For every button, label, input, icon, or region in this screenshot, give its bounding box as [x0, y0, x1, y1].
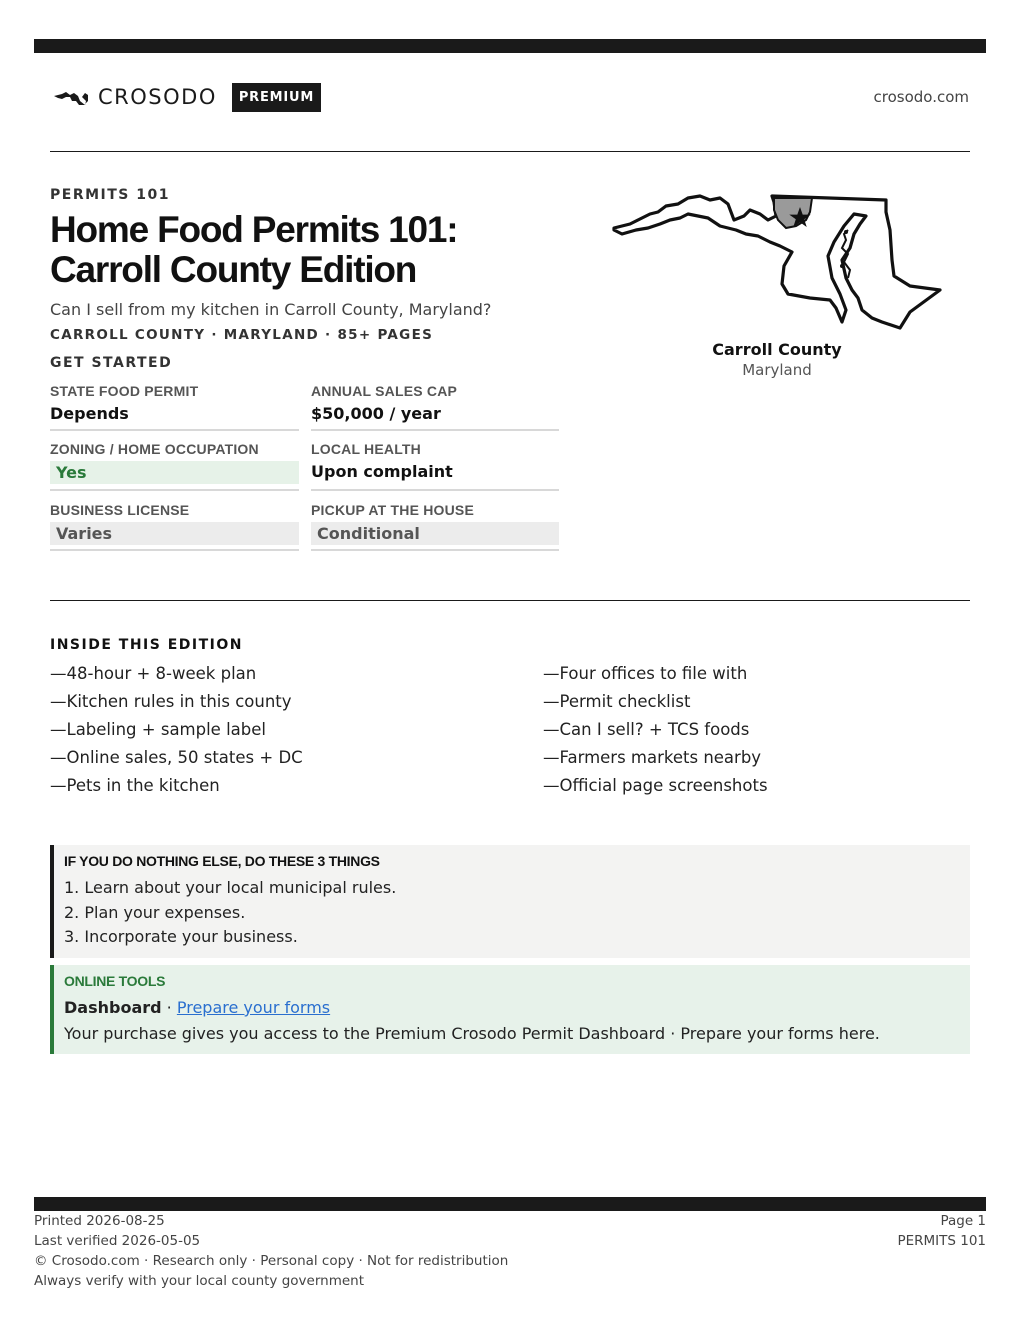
- maryland-logo-icon: [52, 87, 90, 107]
- dashboard-label: Dashboard: [64, 998, 162, 1017]
- fact-divider: [50, 429, 299, 431]
- fact-divider: [311, 489, 559, 491]
- list-item: —Labeling + sample label: [50, 720, 266, 739]
- map-county-label: Carroll County: [712, 340, 842, 359]
- facts-grid: [50, 381, 559, 556]
- list-item: —Can I sell? + TCS foods: [543, 720, 750, 739]
- site-url[interactable]: crosodo.com: [873, 88, 969, 106]
- inside-list-right: [543, 664, 768, 804]
- todo-item: 2. Plan your expenses.: [64, 903, 246, 922]
- online-tools-callout: [50, 965, 970, 1054]
- carroll-county-shape: [774, 198, 812, 228]
- fact-value: $50,000 / year: [311, 404, 441, 423]
- bay-dot: [844, 230, 848, 234]
- list-item: —Four offices to file with: [543, 664, 748, 683]
- fact-divider: [311, 549, 559, 551]
- fact-divider: [311, 429, 559, 431]
- fact-label: BUSINESS LICENSE: [50, 502, 190, 518]
- brand-name: CROSODO: [98, 85, 217, 109]
- fact-label: ANNUAL SALES CAP: [311, 383, 458, 399]
- eyebrow-label: PERMITS 101: [50, 187, 170, 203]
- separator: ·: [166, 998, 172, 1017]
- page-subtitle: Can I sell from my kitchen in Carroll County, Maryland?: [50, 300, 492, 319]
- todo-item: 1. Learn about your local municipal rules.: [64, 878, 397, 897]
- footer-section: PERMITS 101: [897, 1233, 986, 1249]
- fact-value: Depends: [50, 404, 129, 423]
- brand-logo[interactable]: [52, 84, 222, 110]
- fact-label: PICKUP AT THE HOUSE: [311, 502, 475, 518]
- map-state-label: Maryland: [742, 361, 812, 379]
- premium-badge: PREMIUM: [232, 83, 321, 112]
- prepare-forms-link[interactable]: Prepare your forms: [176, 998, 331, 1017]
- inside-heading: INSIDE THIS EDITION: [50, 637, 243, 653]
- fact-divider: [50, 489, 299, 491]
- printed-date: Printed 2026-08-25: [34, 1213, 165, 1229]
- fact-value-yes: Yes: [50, 461, 299, 484]
- verify-notice: Always verify with your local county government: [34, 1273, 364, 1289]
- list-item: —Official page screenshots: [543, 776, 768, 795]
- fact-value-varies: Varies: [50, 522, 299, 545]
- page-title: Home Food Permits 101: Carroll County Edition: [50, 209, 458, 290]
- header-divider: [50, 151, 970, 152]
- fact-label: STATE FOOD PERMIT: [50, 383, 199, 399]
- page-number: Page 1: [940, 1213, 986, 1229]
- list-item: —Farmers markets nearby: [543, 748, 762, 767]
- fact-value: Upon complaint: [311, 462, 453, 481]
- todo-heading: IF YOU DO NOTHING ELSE, DO THESE 3 THINGS: [64, 853, 380, 869]
- fact-divider: [50, 549, 299, 551]
- tools-description: Your purchase gives you access to the Premium Crosodo Permit Dashboard · Prepare your forms here.: [64, 1024, 880, 1043]
- todo-callout: [50, 845, 970, 958]
- edition-meta: CARROLL COUNTY · MARYLAND · 85+ PAGES: [50, 327, 434, 343]
- top-bar: [34, 39, 986, 53]
- tools-heading: ONLINE TOOLS: [64, 973, 166, 989]
- bottom-bar: [34, 1197, 986, 1211]
- section-divider: [50, 600, 970, 601]
- list-item: —Kitchen rules in this county: [50, 692, 292, 711]
- bay-dot: [840, 264, 844, 268]
- inside-list-left: [50, 664, 303, 804]
- verified-date: Last verified 2026-05-05: [34, 1233, 201, 1249]
- list-item: —Online sales, 50 states + DC: [50, 748, 303, 767]
- fact-value-conditional: Conditional: [311, 522, 559, 545]
- copyright-notice: © Crosodo.com · Research only · Personal copy · Not for redistribution: [34, 1253, 509, 1269]
- list-item: —Pets in the kitchen: [50, 776, 220, 795]
- list-item: —48-hour + 8-week plan: [50, 664, 257, 683]
- fact-label: LOCAL HEALTH: [311, 441, 421, 457]
- fact-label: ZONING / HOME OCCUPATION: [50, 441, 259, 457]
- list-item: —Permit checklist: [543, 692, 691, 711]
- tools-line: [64, 998, 330, 1017]
- maryland-map: [610, 190, 950, 332]
- get-started-label: GET STARTED: [50, 355, 173, 371]
- todo-item: 3. Incorporate your business.: [64, 927, 298, 946]
